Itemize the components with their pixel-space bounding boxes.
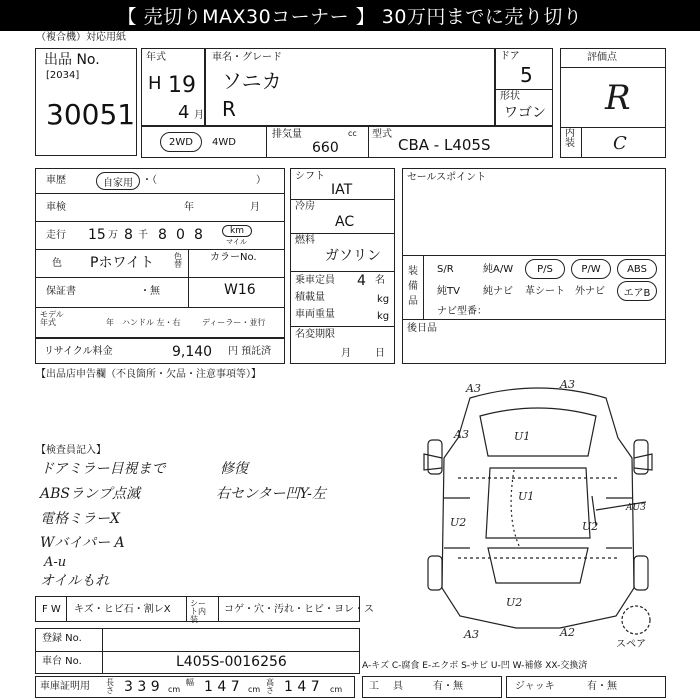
lot-number: 30051 bbox=[46, 98, 136, 131]
mark-u2-3: U2 bbox=[506, 596, 523, 609]
interior-value: C bbox=[613, 133, 627, 154]
year-era: H bbox=[148, 73, 162, 94]
year-month-unit: 月 bbox=[194, 110, 204, 121]
year-box bbox=[141, 48, 205, 126]
mark-u1-2: U1 bbox=[518, 490, 535, 503]
capacity-label: 乗車定員 bbox=[295, 275, 335, 286]
inspector-label: 【検査員記入】 bbox=[36, 445, 106, 456]
drive-2wd: 2WD bbox=[160, 132, 202, 152]
damage-legend: A-キズ C-腐食 E-エクボ S-サビ U-凹 W-補修 XX-交換済 bbox=[362, 661, 588, 671]
warranty-value: ・無 bbox=[140, 286, 160, 297]
fuel-value: ガソリン bbox=[325, 248, 381, 264]
reg-box bbox=[35, 628, 360, 674]
history-box bbox=[35, 168, 285, 338]
weight-unit: kg bbox=[377, 311, 390, 322]
tools-label: 工具 bbox=[369, 681, 417, 692]
history-close: ） bbox=[256, 175, 266, 186]
recycle-label: リサイクル料金 bbox=[44, 346, 113, 357]
inspector-note-3: 電格ミラーX bbox=[40, 511, 120, 527]
equip-sr: S/R bbox=[437, 264, 454, 275]
mark-a2: A2 bbox=[560, 626, 575, 639]
load-unit: kg bbox=[377, 294, 390, 305]
drive-box bbox=[141, 126, 553, 158]
spare-label: スペア bbox=[616, 639, 646, 650]
mark-a3-4: A3 bbox=[464, 628, 479, 640]
mileage-label: 走行 bbox=[46, 230, 66, 241]
mileage-unit-mile: マイル bbox=[226, 238, 247, 246]
recycle-unit: 円 預託済 bbox=[228, 346, 272, 357]
sales-box bbox=[402, 168, 666, 364]
inspector-note-2: ABSランプ点滅 bbox=[40, 486, 140, 502]
recycle-value: 9,140 bbox=[172, 344, 213, 360]
model-box bbox=[205, 48, 495, 126]
mileage-unit-km: km bbox=[222, 225, 252, 237]
header-note: （複合機）対応用紙 bbox=[36, 32, 126, 43]
chassis-label: 車台 No. bbox=[42, 656, 82, 667]
chassis-value: L405S-0016256 bbox=[176, 654, 287, 670]
displacement-label: 排気量 bbox=[272, 129, 302, 140]
equip-pw: P/W bbox=[571, 259, 611, 279]
mark-au3: AU3 bbox=[626, 503, 646, 513]
model-year-unit: 年 bbox=[106, 318, 114, 327]
name-change-unit: 月日 bbox=[341, 348, 409, 359]
banner: 【 売切りMAX30コーナー 】 30万円までに売り切り bbox=[0, 0, 700, 31]
fuel-label: 燃料 bbox=[295, 235, 315, 246]
inspector-note-6: オイルもれ bbox=[40, 573, 110, 589]
mark-a3-3: A3 bbox=[454, 428, 469, 441]
year-value: 19 bbox=[168, 73, 196, 98]
cert-length: 長さ bbox=[106, 678, 114, 695]
equip-tv: 純TV bbox=[437, 286, 460, 297]
inspector-note-5: A-u bbox=[44, 555, 67, 570]
drive-4wd: 4WD bbox=[212, 137, 236, 148]
shaken-year: 年 bbox=[184, 202, 194, 213]
shaken-label: 車検 bbox=[46, 202, 66, 213]
jack-box bbox=[506, 676, 666, 698]
dealer-label: ディーラー・並行 bbox=[202, 318, 266, 327]
model-year-label: モデル年式 bbox=[40, 310, 64, 327]
shaken-month: 月 bbox=[250, 202, 260, 213]
handle-label: ハンドル 左・右 bbox=[122, 318, 181, 327]
mileage-digit-1: 8 bbox=[158, 227, 167, 243]
car-diagram bbox=[410, 378, 666, 640]
grade: R bbox=[222, 97, 236, 121]
color-change: 色替 bbox=[174, 252, 182, 269]
score-label: 評価点 bbox=[587, 52, 617, 63]
year-label: 年式 bbox=[146, 52, 166, 63]
history-sep: ・（ bbox=[142, 175, 157, 186]
history-value: 自家用 bbox=[96, 172, 140, 190]
fw-value: キズ・ヒビ石・割レX bbox=[74, 604, 171, 615]
mark-u2-2: U2 bbox=[582, 520, 599, 533]
cert-length-cm: cm bbox=[168, 685, 181, 694]
seat-label: シート内装 bbox=[190, 599, 206, 624]
ac-value: AC bbox=[335, 214, 355, 230]
load-label: 積載量 bbox=[295, 292, 325, 303]
model-label: 車名・グレード bbox=[212, 52, 282, 63]
history-label: 車歴 bbox=[46, 175, 66, 186]
cert-height-value: 1 4 7 bbox=[284, 679, 320, 695]
cert-width-cm: cm bbox=[248, 685, 261, 694]
cert-height-cm: cm bbox=[330, 685, 343, 694]
inspector-note-right-1: 修復 bbox=[220, 461, 248, 477]
displacement-value: 660 bbox=[312, 140, 339, 156]
capacity-unit: 名 bbox=[375, 275, 385, 286]
mileage-digit-2: 0 bbox=[176, 227, 185, 243]
color-label: 色 bbox=[52, 258, 62, 269]
fw-label: F W bbox=[42, 604, 61, 615]
model-name: ソニカ bbox=[222, 69, 282, 93]
score-value: R bbox=[605, 78, 631, 118]
reg-label: 登録 No. bbox=[42, 633, 82, 644]
inspector-note-1: ドアミラー目視まで bbox=[40, 461, 166, 477]
declaration-label: 【出品店申告欄（不良箇所・欠品・注意事項等）】 bbox=[36, 369, 261, 380]
type-value: CBA - L405S bbox=[398, 136, 491, 154]
ac-label: 冷房 bbox=[295, 201, 315, 212]
color-value: Pホワイト bbox=[90, 255, 155, 271]
score-box bbox=[560, 48, 666, 158]
tools-value: 有・無 bbox=[433, 681, 463, 692]
inspector-note-4: Wバイパー A bbox=[40, 535, 125, 551]
recycle-box bbox=[35, 338, 285, 364]
fw-box bbox=[35, 596, 374, 624]
equip-airbag: エアB bbox=[617, 281, 657, 301]
mileage-man: 15 bbox=[88, 227, 106, 243]
warranty-label: 保証書 bbox=[46, 286, 76, 297]
cert-width-value: 1 4 7 bbox=[204, 679, 240, 695]
lot-label: 出品 No. bbox=[44, 52, 100, 68]
jack-label: ジャッキ bbox=[515, 681, 555, 692]
shift-value: IAT bbox=[331, 182, 353, 198]
weight-label: 車両重量 bbox=[295, 309, 335, 320]
body-label: 形状 bbox=[500, 91, 520, 102]
equip-navi: 純ナビ bbox=[483, 286, 513, 297]
equip-label: 装備品 bbox=[408, 266, 418, 307]
tools-box bbox=[362, 676, 502, 698]
mark-a3-2: A3 bbox=[560, 378, 575, 391]
name-change-label: 名変期限 bbox=[295, 329, 335, 340]
type-label: 型式 bbox=[372, 129, 392, 140]
equip-ps: P/S bbox=[525, 259, 565, 279]
displacement-unit: cc bbox=[348, 129, 357, 138]
inspector-note-right-2: 右センター凹Y-左 bbox=[216, 486, 326, 502]
seat-value: コゲ・穴・汚れ・ヒビ・ヨレ・ス bbox=[224, 604, 374, 615]
doors-box bbox=[495, 48, 553, 126]
body-value: ワゴン bbox=[504, 105, 546, 121]
doors-value: 5 bbox=[520, 63, 533, 87]
lot-box bbox=[35, 48, 137, 156]
interior-label: 内装 bbox=[565, 128, 575, 149]
color-no-value: W16 bbox=[224, 282, 256, 298]
capacity-value: 4 bbox=[357, 273, 366, 289]
mark-u1-1: U1 bbox=[514, 430, 531, 443]
doors-label: ドア bbox=[500, 51, 520, 62]
cert-length-value: 3 3 9 bbox=[124, 679, 160, 695]
shift-label: シフト bbox=[295, 171, 325, 182]
mileage-sen: 8 bbox=[124, 227, 133, 243]
after-label: 後日品 bbox=[407, 323, 437, 334]
mileage-unit-man: 万 bbox=[108, 230, 118, 241]
mileage-digit-3: 8 bbox=[194, 227, 203, 243]
cert-width: 幅 bbox=[186, 678, 194, 687]
mileage-unit-sen: 千 bbox=[138, 230, 148, 241]
equip-alloy: 純A/W bbox=[483, 264, 514, 275]
equip-leather: 革シート bbox=[525, 286, 565, 297]
cert-box bbox=[35, 676, 355, 698]
equip-abs: ABS bbox=[617, 259, 657, 279]
lot-sub: [2034] bbox=[46, 70, 80, 81]
specs-box bbox=[290, 168, 409, 364]
cert-label: 車庫証明用 bbox=[40, 681, 90, 692]
color-no-label: カラーNo. bbox=[210, 252, 257, 263]
mark-u2-1: U2 bbox=[450, 516, 467, 529]
equip-ext-navi: 外ナビ bbox=[575, 286, 605, 297]
cert-height: 高さ bbox=[266, 678, 274, 695]
mark-a3-1: A3 bbox=[466, 382, 481, 395]
nav-label: ナビ型番： bbox=[437, 306, 487, 317]
year-month: 4 bbox=[178, 102, 190, 123]
jack-value: 有・無 bbox=[587, 681, 617, 692]
sales-points-label: セールスポイント bbox=[407, 172, 487, 183]
